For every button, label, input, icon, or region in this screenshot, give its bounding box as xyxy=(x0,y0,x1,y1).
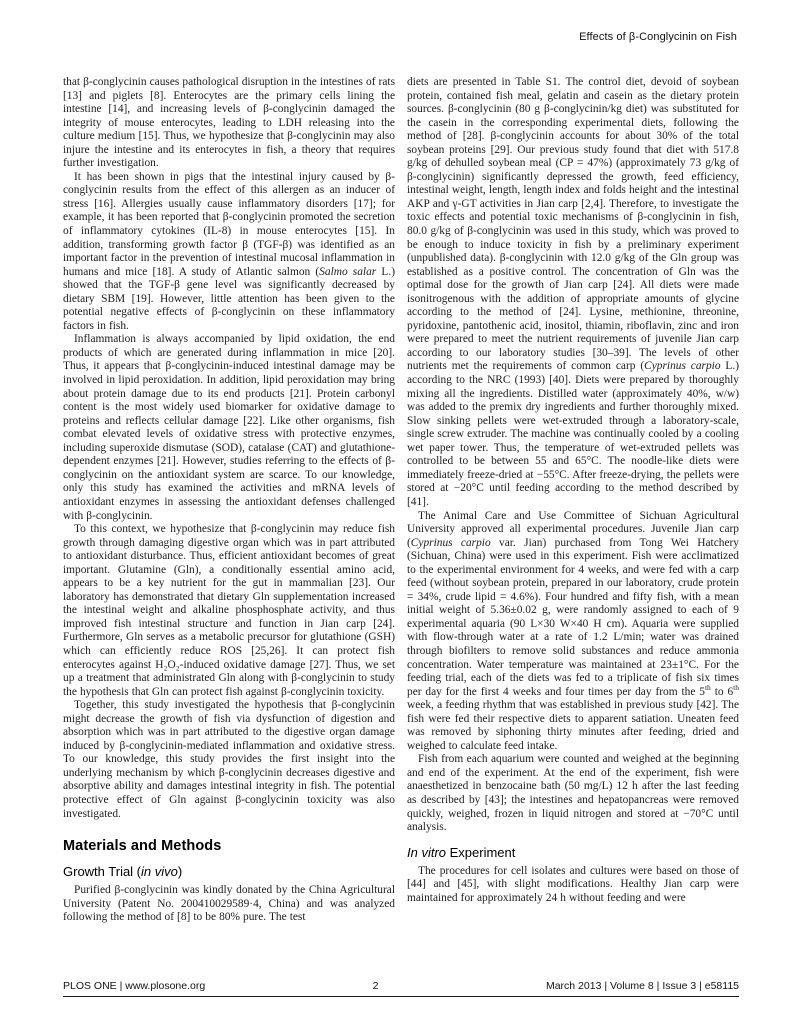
paragraph: Together, this study investigated the hypothesis that β-conglycinin might decrease the growth of fish via dysfunction of digestion and absorption which was in part attributed to the digestive organ damage induced by β-conglycinin-mediated inflammation and oxidative stress. To our knowledge, this study provides the first insight into the underlying mechanism by which β-conglycinin decreases digestive and absorptive ability and damages intestinal integrity in fish. The potential protective effect of Gln against β-conglycinin toxicity was also investigated. xyxy=(63,699,395,820)
subsection-heading-growth-trial: Growth Trial (in vivo) xyxy=(63,864,183,880)
left-column xyxy=(63,76,395,925)
paragraph: Purified β-conglycinin was kindly donated by the China Agricultural University (Patent No. 200410029589·4, China) and was analyzed following the method of [8] to be 80% pure. The test xyxy=(63,884,395,924)
two-column-body xyxy=(63,76,739,925)
paragraph: To this context, we hypothesize that β-conglycinin may reduce fish growth through damaging digestive organ which was in part attributed to antioxidant disturbance. Thus, efficient antioxidant becomes of great important. Glutamine (Gln), a conditionally essential amino acid, appears to be a key nutrient for the gut in mammalian [23]. Our laboratory has demonstrated that dietary Gln supplementation increased the intestinal weight and alkaline phosphosphate activity, and thus improved fish intestinal structure and function in Jian carp [24]. Furthermore, Gln serves as a metabolic precursor for glutathione (GSH) which can efficiently reduce ROS [25,26]. It can protect fish enterocytes against H₂O₂-induced oxidative damage [27]. Thus, we set up a treatment that administrated Gln along with β-conglycinin to study the hypothesis that Gln can protect fish against β-conglycinin toxicity. xyxy=(63,523,395,698)
paragraph: It has been shown in pigs that the intestinal injury caused by β-conglycinin results from the effect of this allergen as an inducer of stress [16]. Allergies usually cause inflammatory disorders [17]; for example, it has been reported that β-conglycinin promoted the secretion of inflammatory cytokines (IL-8) in mouse enterocytes [15]. In addition, transforming growth factor β (TGF-β) was identified as an important factor in the prevention of intestinal mucosal inflammation in humans and mice [18]. A study of Atlantic salmon (Salmo salar L.) showed that the TGF-β gene level was significantly decreased by dietary SBM [19]. However, little attention has been given to the potential negative effects of β-conglycinin on these inflammatory factors in fish. xyxy=(63,170,395,332)
subsection-heading-in-vitro-experiment: In vitro Experiment xyxy=(407,844,516,860)
paragraph: that β-conglycinin causes pathological disruption in the intestines of rats [13] and piglets [8]. Enterocytes are the primary cells lining the intestine [14], and increasing levels of β-conglycinin damaged the integrity of mouse enterocytes, leading to LDH releasing into the culture medium [15]. Thus, we hypothesize that β-conglycinin may also injure the intestine and its enterocytes in fish, a theory that requires further investigation. xyxy=(63,76,395,170)
paragraph: Inflammation is always accompanied by lipid oxidation, the end products of which are generated during inflammation in mice [20]. Thus, it appears that β-conglycinin-induced intestinal damage may be involved in lipid peroxidation. In addition, lipid peroxidation may bring about protein damage due to its end products [21]. Protein carbonyl content is the most widely used biomarker for oxidative damage to proteins and reflects cellular damage [22]. Like other organisms, fish combat elevated levels of oxidative stress with protective enzymes, including superoxide dismutase (SOD), catalase (CAT) and glutathione-dependent enzymes [21]. However, studies referring to the effects of β-conglycinin on the antioxidant system are scarce. To our knowledge, only this study has examined the activities and mRNA levels of antioxidant enzymes in assessing the antioxidant defenses challenged with β-conglycinin. xyxy=(63,333,395,522)
paragraph: diets are presented in Table S1. The control diet, devoid of soybean protein, contained fish meal, gelatin and casein as the dietary protein sources. β-conglycinin (80 g β-conglycinin/kg diet) was substituted for the casein in the corresponding experimental diets, following the method of [28]. β-conglycinin accounts for about 30% of the total soybean proteins [29]. Our previous study found that diet with 517.8 g/kg of dehulled soybean meal (CP = 47%) (approximately 73 g/kg of β-conglycinin) significantly depressed the growth, feed efficiency, intestinal weight, length, length index and folds height and the intestinal AKP and γ-GT activities in Jian carp [2,4]. Therefore, to investigate the toxic effects and potential toxic mechanisms of β-conglycinin in fish, 80.0 g/kg of β-conglycinin was used in this study, which was proved to be enough to induce toxicity in fish by a preliminary experiment (unpublished data). β-conglycinin with 12.0 g/kg of the Gln group was established as a positive control. The concentration of Gln was the optimal dose for the growth of Jian carp [24]. All diets were made isonitrogenous with the addition of appropriate amounts of glycine according to the method of [24]. Lysine, methionine, threonine, pyridoxine, pantothenic acid, inositol, thiamin, riboflavin, zinc and iron were prepared to meet the nutrient requirements of juvenile Jian carp according to our laboratory studies [30–39]. The levels of other nutrients met the requirements of common carp (Cyprinus carpio L.) according to the NRC (1993) [40]. Diets were prepared by thoroughly mixing all the ingredients. Distilled water (approximately 40%, w/w) was added to the premix dry ingredients and further thoroughly mixed. Slow sinking pellets were wet-extruded through a laboratory-scale, single screw extruder. The machine was continually cooled by a cooling wet paper tower. Thus, the temperature of wet-extruded pellets was controlled to be between 55 and 65°C. The noodle-like diets were immediately freeze-dried at −55°C. After freeze-drying, the pellets were stored at −20°C until feeding according to the method described by [41]. xyxy=(407,76,739,508)
footer-page-number: 2 xyxy=(372,980,379,992)
footer-divider xyxy=(63,996,739,997)
paragraph: The procedures for cell isolates and cultures were based on those of [44] and [45], with slight modifications. Healthy Jian carp were maintained for approximately 24 h without feeding and were xyxy=(407,864,739,904)
section-heading-materials-and-methods: Materials and Methods xyxy=(63,838,222,855)
page-footer xyxy=(63,980,739,992)
paragraph: The Animal Care and Use Committee of Sichuan Agricultural University approved all experimental procedures. Juvenile Jian carp (Cyprinus carpio var. Jian) purchased from Tong Wei Hatchery (Sichuan, China) were used in this experiment. Fish were acclimatized to the experimental environment for 4 weeks, and were fed with a carp feed (without soybean protein, prepared in our laboratory, crude protein = 34%, crude lipid = 4.6%). Four hundred and fifty fish, with a mean initial weight of 5.36±0.02 g, were randomly assigned to each of 9 experimental aquaria (90 L×30 W×40 H cm). Aquaria were supplied with flow-through water at a rate of 1.2 L/min; water was drained through biofilters to remove solid substances and reduce ammonia concentration. Water temperature was maintained at 23±1°C. For the feeding trial, each of the diets was fed to a triplicate of fish six times per day for the first 4 weeks and four times per day from the 5th to 6th week, a feeding rhythm that was established in previous study [42]. The fish were fed their respective diets to apparent satiation. Uneaten feed was removed by siphoning thirty minutes after feeding, dried and weighed to calculate feed intake. xyxy=(407,509,739,752)
right-column xyxy=(407,76,739,925)
footer-issue-info: March 2013 | Volume 8 | Issue 3 | e58115 xyxy=(545,980,739,992)
paragraph: Fish from each aquarium were counted and weighed at the beginning and end of the experiment. At the end of the experiment, fish were anaesthetized in benzocaine bath (50 mg/L) 12 h after the last feeding as described by [43]; the intestines and hepatopancreas were removed quickly, weighed, frozen in liquid nitrogen and stored at −70°C until analysis. xyxy=(407,753,739,834)
footer-journal: PLOS ONE | www.plosone.org xyxy=(63,980,206,992)
running-title: Effects of β-Conglycinin on Fish xyxy=(579,31,737,43)
